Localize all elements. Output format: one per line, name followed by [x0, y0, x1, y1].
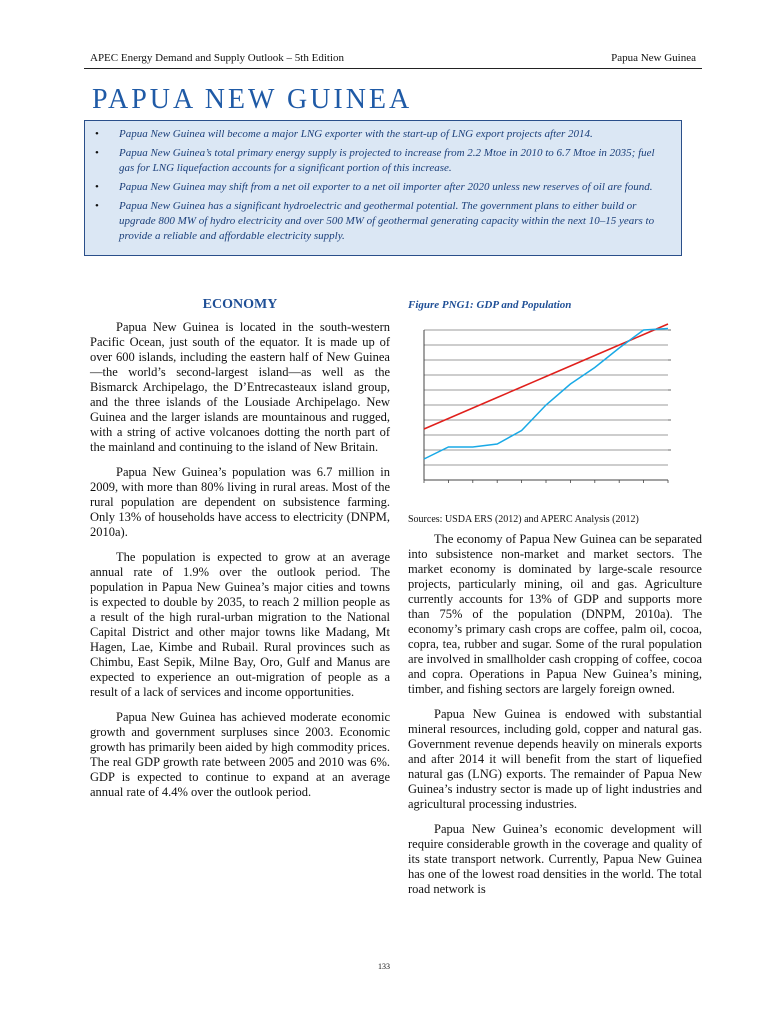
- running-header-title: APEC Energy Demand and Supply Outlook – 5th Edition: [90, 52, 345, 64]
- paragraph: Papua New Guinea’s economic development will require considerable growth in the coverage and quality of its state transport network. Currently, Papua New Guinea has one of the lowest road densities in the world. The total road network is: [408, 822, 702, 896]
- gdp-population-chart: [418, 322, 678, 492]
- paragraph: The economy of Papua New Guinea can be separated into subsistence non-market and market sectors. The market economy is dominated by large-scale resource projects, particularly mining, oil and gas. Agriculture currently accounts for 13% of GDP and supports more than 75% of the population (DNPM, 2010a). The economy’s primary cash crops are coffee, palm oil, cocoa, copra, tea, rubber and sugar. Some of the rural population are involved in smallholder cash cropping of coffee, cocoa and copra. Operations in Papua New Guinea’s mining, timber, and fishing sectors are largely foreign owned.: [408, 532, 702, 696]
- left-column: [90, 297, 390, 810]
- paragraph: Papua New Guinea has achieved moderate economic growth and government surpluses since 2003. Economic growth has primarily been aided by high commodity prices. The real GDP growth rate between 2005 and 2010 was 6%. GDP is expected to continue to expand at an average annual rate of 4.4% over the outlook period.: [90, 710, 390, 799]
- highlight-item: [93, 199, 671, 244]
- highlight-text: Papua New Guinea may shift from a net oil exporter to a net oil importer after 2020 unless new reserves of oil are found.: [119, 181, 653, 193]
- page-title: PAPUA NEW GUINEA: [92, 84, 413, 115]
- figure-caption: Figure PNG1: GDP and Population: [408, 299, 572, 311]
- bullet-icon: •: [95, 128, 99, 140]
- paragraph: The population is expected to grow at an average annual rate of 1.9% over the outlook period. The population in Papua New Guinea’s major cities and towns is expected to double by 2035, to reach 2 million people as a result of the high rural-urban migration to the National Capital District and other major towns like Madang, Mt Hagen, Lae, Kimbe and Rubail. Rural provinces such as Chimbu, East Sepik, Milne Bay, Oro, Gulf and Manus are expected to experience an out-migration of people as a result of a lack of services and income opportunities.: [90, 550, 390, 699]
- running-header-economy: Papua New Guinea: [611, 52, 696, 64]
- header-divider: [84, 68, 702, 69]
- page-number: 133: [378, 962, 390, 971]
- highlight-item: [93, 146, 671, 176]
- paragraph: Papua New Guinea is located in the south-western Pacific Ocean, just south of the equator. It is made up of over 600 islands, including the eastern half of New Guinea—the world’s second-largest island—as well as the Bismarck Archipelago, the D’Entrecasteaux island group, and the three islands of the Lousiade Archipelago. New Guinea and the larger islands are mountainous and rugged, with a string of active volcanoes dotting the north part of the mainland and continuing to the island of New Britain.: [90, 320, 390, 454]
- section-heading-economy: ECONOMY: [202, 297, 278, 312]
- bullet-icon: •: [95, 147, 99, 159]
- highlight-item: [93, 180, 671, 195]
- highlight-text: Papua New Guinea will become a major LNG exporter with the start-up of LNG export projects after 2014.: [119, 128, 593, 140]
- bullet-icon: •: [95, 181, 99, 193]
- highlight-item: [93, 127, 671, 142]
- series-line-gdp: [424, 329, 668, 460]
- paragraph: Papua New Guinea’s population was 6.7 million in 2009, with more than 80% living in rural areas. Most of the rural population are dependent on subsistence farming. Only 13% of households have access to electricity (DNPM, 2010a).: [90, 465, 390, 539]
- highlight-text: Papua New Guinea has a significant hydroelectric and geothermal potential. The government plans to either build or upgrade 800 MW of hydro electricity and over 500 MW of geothermal generating capacity within the next 10–15 years to provide a reliable and affordable electricity supply.: [119, 200, 655, 242]
- highlights-list: [93, 127, 671, 244]
- paragraph: Papua New Guinea is endowed with substantial mineral resources, including gold, copper and natural gas. Government revenue depends heavily on minerals exports and after 2014 it will benefit from the start of liquefied natural gas (LNG) exports. The remainder of Papua New Guinea’s industry sector is made up of light industries and agricultural processing industries.: [408, 707, 702, 811]
- highlights-box: [84, 120, 682, 256]
- right-column: [408, 532, 702, 907]
- highlight-text: Papua New Guinea’s total primary energy supply is projected to increase from 2.2 Mtoe in 2010 to 6.7 Mtoe in 2035; fuel gas for LNG liquefaction accounts for a significant portion of this increase.: [119, 147, 655, 174]
- figure-sources: Sources: USDA ERS (2012) and APERC Analysis (2012): [408, 514, 639, 525]
- bullet-icon: •: [95, 200, 99, 212]
